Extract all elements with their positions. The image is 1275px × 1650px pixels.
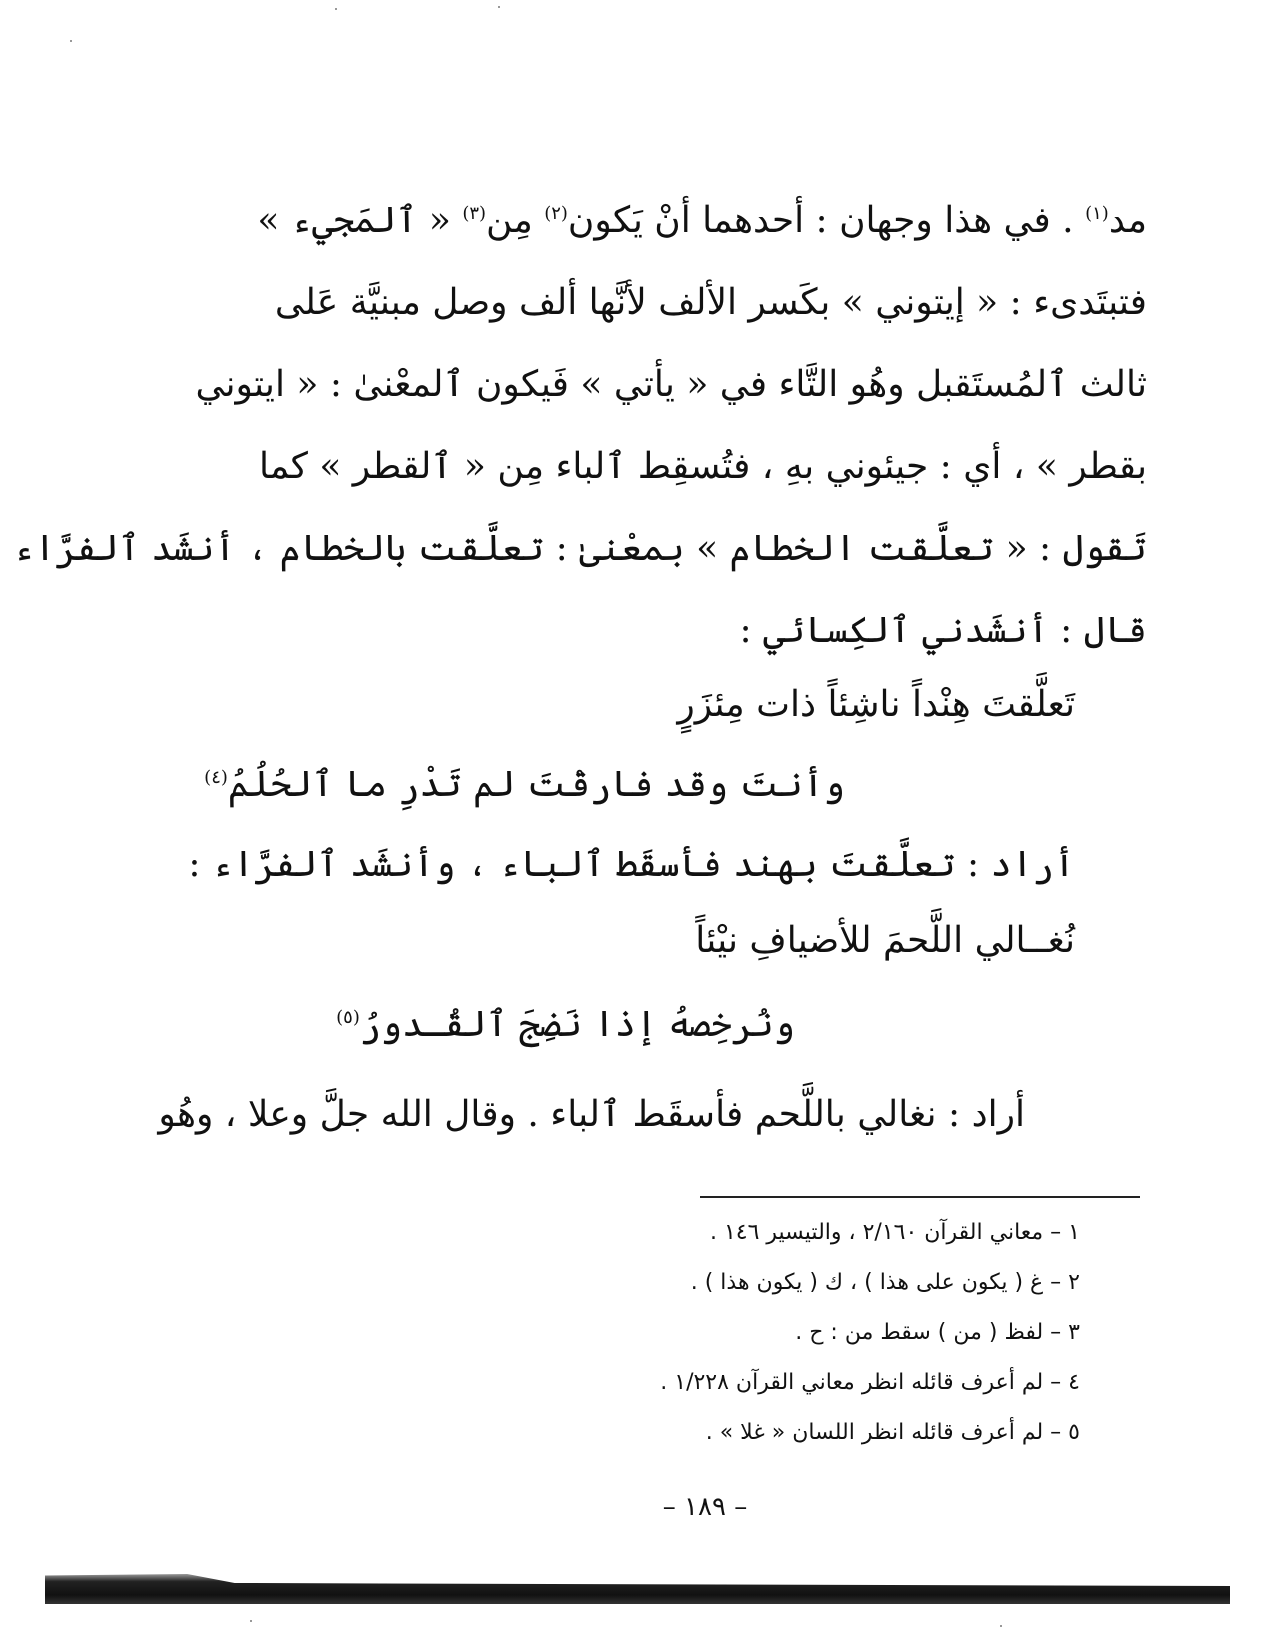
scan-edge-bar	[45, 1574, 1230, 1604]
scan-speck	[498, 6, 500, 8]
scan-speck	[250, 1620, 252, 1622]
footnote-4: ٤ – لم أعرف قائله انظر معاني القرآن ١/٢٢٨ .	[660, 1370, 1080, 1395]
scan-speck	[70, 40, 72, 42]
verse-2-second-hemistich: ونُرخِصهُ إذا نَضِجَ ٱلقُـدورُ$^{(٥)}$	[336, 1004, 795, 1045]
scan-speck	[335, 8, 337, 10]
body-line-7: أراد : تعلَّقتَ بهند فأسقَط ٱلباء ، وأنشَد ٱلفرَّاء :	[188, 844, 1075, 885]
body-line-8: أراد : نغالي باللَّحم فأسقَط ٱلباء . وقال الله جلَّ وعلا ، وهُو	[158, 1094, 1025, 1135]
body-line-4: بقطر » ، أي : جيئوني بهِ ، فتُسقِط ٱلباء مِن « ٱلقطر » كما	[258, 446, 1147, 487]
page-number: – ١٨٩ –	[662, 1492, 748, 1522]
body-line-6: قال : أنشَدني ٱلكِسائي :	[739, 610, 1147, 651]
footnote-1: ١ – معاني القرآن ٢/١٦٠ ، والتيسير ١٤٦ .	[709, 1220, 1080, 1245]
footnote-5: ٥ – لم أعرف قائله انظر اللسان « غلا » .	[705, 1420, 1080, 1445]
body-line-2: فتبتَدىء : « إيتوني » بكَسر الألف لأنَّها ألف وصل مبنيَّة عَلى	[274, 282, 1147, 323]
body-line-5: تَقول : « تعلَّقت الخطام » بمعْنىٰ : تعلَّقت بالخطام ، أنشَد ٱلفرَّاء	[13, 528, 1147, 569]
body-line-1: مد$^{(١)}$ . في هذا وجهان : أحدهما أنْ يَكون$^{(٢)}$ مِن$^{(٣)}$ « ٱلمَجيء »	[257, 200, 1147, 241]
verse-2-first-hemistich: نُغــالي اللَّحمَ للأضيافِ نيْئاً	[695, 920, 1075, 961]
verse-1-first-hemistich: تَعلَّقتَ هِنْداً ناشِئاً ذات مِئزَرٍ	[677, 684, 1075, 725]
scan-speck	[1000, 1625, 1002, 1627]
footnote-3: ٣ – لفظ ( من ) سقط من : ح .	[795, 1320, 1080, 1345]
body-line-3: ثالث ٱلمُستَقبل وهُو التَّاء في « يأتي » فَيكون ٱلمعْنىٰ : « ايتوني	[195, 364, 1147, 405]
footnote-2: ٢ – غ ( يكون على هذا ) ، ك ( يكون هذا ) .	[690, 1270, 1080, 1295]
verse-1-second-hemistich: وأنتَ وقد فارقْتَ لم تَدْرِ ما ٱلحُلُمُ$^{(٤)}$	[204, 764, 845, 805]
footnote-separator	[700, 1196, 1140, 1198]
